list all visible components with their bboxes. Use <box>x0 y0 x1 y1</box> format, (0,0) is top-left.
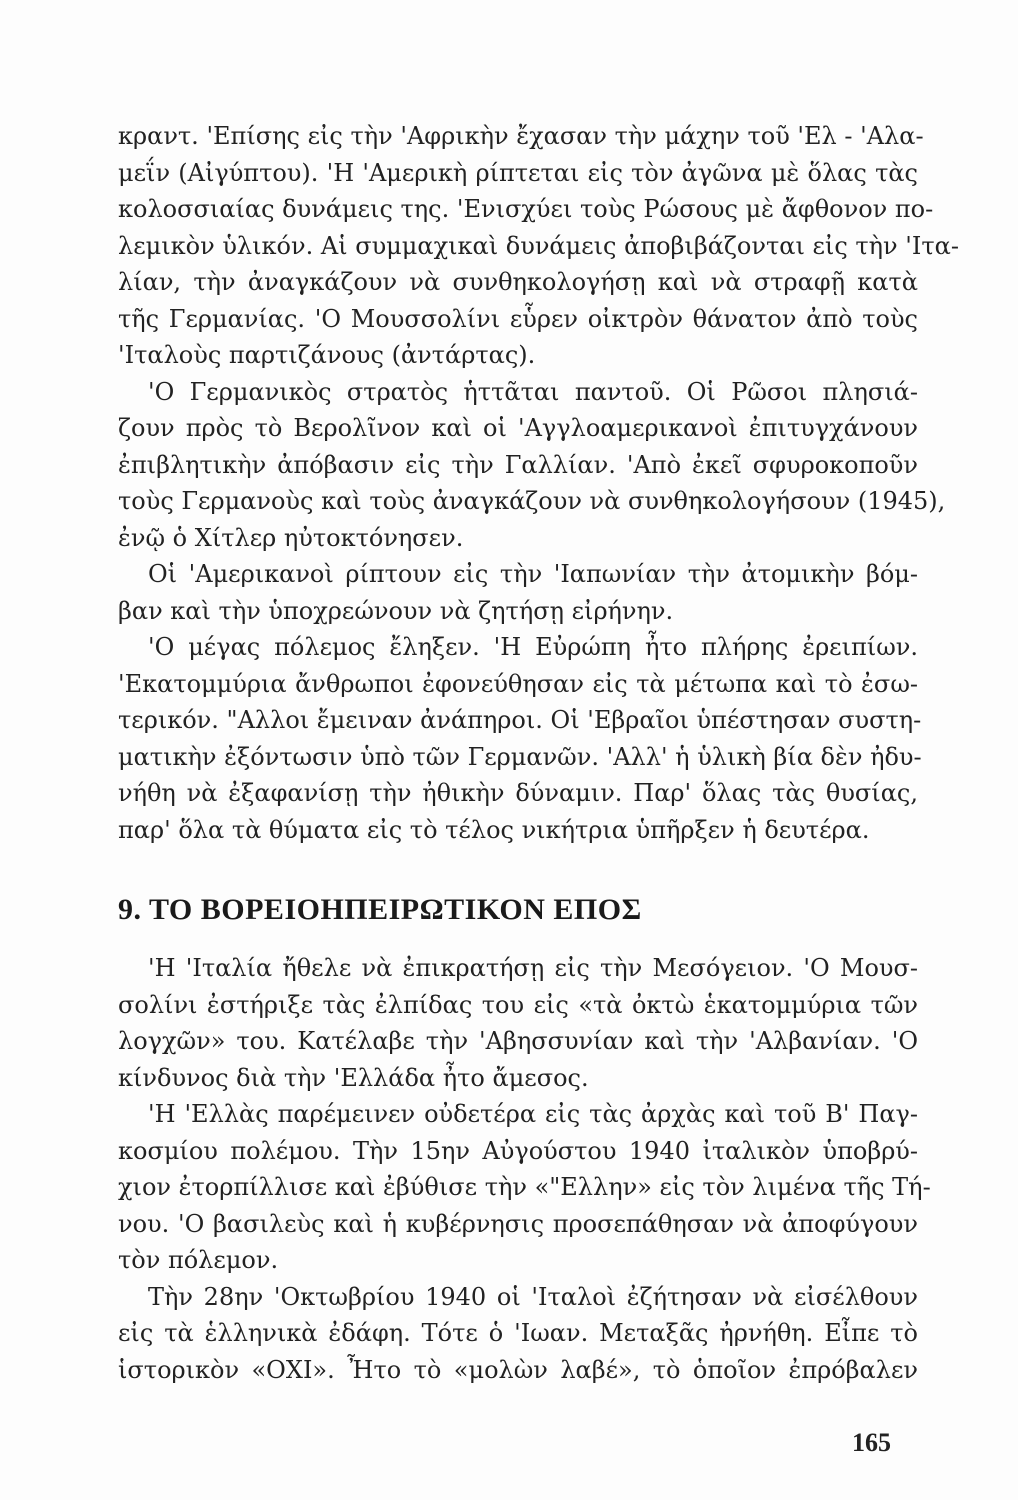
text-line: κίνδυνος διὰ τὴν 'Ελλάδα ἦτο ἄμεσος. <box>118 1063 589 1092</box>
text-line: χιον ἐτορπίλλισε καὶ ἐβύθισε τὴν «"Ελλην» εἰς τὸν λιμένα τῆς Τή- <box>118 1173 931 1201</box>
text-line: Τὴν 28ην 'Οκτωβρίου 1940 οἱ 'Ιταλοὶ ἐζήτησαν νὰ εἰσέλθουν <box>148 1282 918 1311</box>
page-number: 165 <box>852 1428 891 1457</box>
text-line: λογχῶν» του. Κατέλαβε τὴν 'Αβησσυνίαν καὶ τὴν 'Αλβανίαν. 'Ο <box>118 1027 918 1055</box>
text-line: ἐπιβλητικὴν ἀπόβασιν εἰς τὴν Γαλλίαν. 'Απὸ ἐκεῖ σφυροκοποῦν <box>118 450 918 479</box>
text-line: Οἱ 'Αμερικανοὶ ρίπτουν εἰς τὴν 'Ιαπωνίαν τὴν ἀτομικὴν βόμ- <box>148 560 918 588</box>
text-line: 'Εκατομμύρια ἄνθρωποι ἐφονεύθησαν εἰς τὰ μέτωπα καὶ τὸ ἐσω- <box>118 669 918 698</box>
text-line: βαν καὶ τὴν ὑποχρεώνουν νὰ ζητήσῃ εἰρήνην. <box>118 596 674 625</box>
text-line: μεΐν (Αἰγύπτου). 'Η 'Αμερικὴ ρίπτεται εἰς τὸν ἀγῶνα μὲ ὅλας τὰς <box>118 158 918 187</box>
text-line: 'Ο Γερμανικὸς στρατὸς ἡττᾶται παντοῦ. Οἱ Ρῶσοι πλησιά- <box>148 377 918 406</box>
text-line: ματικὴν ἐξόντωσιν ὑπὸ τῶν Γερμανῶν. 'Αλλ' ἡ ὑλικὴ βία δὲν ἠδυ- <box>118 742 922 771</box>
text-line: κοσμίου πολέμου. Τὴν 15ην Αὐγούστου 1940 ἰταλικὸν ὑποβρύ- <box>118 1136 918 1165</box>
text-line: ἐνῷ ὁ Χίτλερ ηὐτοκτόνησεν. <box>118 523 464 552</box>
text-line: λίαν, τὴν ἀναγκάζουν νὰ συνθηκολογήσῃ καὶ νὰ στραφῇ κατὰ <box>118 268 918 296</box>
text-line: εἰς τὰ ἑλληνικὰ ἐδάφη. Τότε ὁ 'Ιωαν. Μεταξᾶς ἠρνήθη. Εἶπε τὸ <box>118 1319 918 1347</box>
text-line: νου. 'Ο βασιλεὺς καὶ ἡ κυβέρνησις προσεπάθησαν νὰ ἀποφύγουν <box>118 1209 918 1238</box>
text-line: νήθη νὰ ἐξαφανίσῃ τὴν ἠθικὴν δύναμιν. Παρ' ὅλας τὰς θυσίας, <box>118 779 918 807</box>
text-line: σολίνι ἐστήριξε τὰς ἐλπίδας του εἰς «τὰ ὀκτὼ ἑκατομμύρια τῶν <box>118 990 918 1019</box>
section-heading: 9. ΤΟ ΒΟΡΕΙΟΗΠΕΙΡΩΤΙΚΟΝ ΕΠΟΣ <box>118 893 642 926</box>
text-line: τοὺς Γερμανοὺς καὶ τοὺς ἀναγκάζουν νὰ συνθηκολογήσουν (1945), <box>118 487 946 515</box>
text-line: ἱστορικὸν «ΟΧΙ». Ἦτο τὸ «μολὼν λαβέ», τὸ ὁποῖον ἐπρόβαλεν <box>118 1355 918 1384</box>
body-text-section-1 <box>118 118 959 848</box>
text-line: 'Η 'Ιταλία ἤθελε νὰ ἐπικρατήσῃ εἰς τὴν Μεσόγειον. 'Ο Μουσ- <box>148 954 918 982</box>
text-line: τὸν πόλεμον. <box>118 1246 279 1274</box>
body-text-section-2 <box>118 950 931 1388</box>
text-line: τῆς Γερμανίας. 'Ο Μουσσολίνι εὗρεν οἰκτρὸν θάνατον ἀπὸ τοὺς <box>118 304 918 333</box>
text-line: λεμικὸν ὑλικόν. Αἱ συμμαχικαὶ δυνάμεις ἀποβιβάζονται εἰς τὴν 'Ιτα- <box>118 231 959 260</box>
text-line: κολοσσιαίας δυνάμεις της. 'Ενισχύει τοὺς Ρώσους μὲ ἄφθονον πο- <box>118 195 934 223</box>
text-line: 'Ιταλοὺς παρτιζάνους (ἀντάρτας). <box>118 341 536 369</box>
text-line: τερικόν. "Αλλοι ἔμειναν ἀνάπηροι. Οἱ 'Εβραῖοι ὑπέστησαν συστη- <box>118 706 922 734</box>
text-line: 'Η 'Ελλὰς παρέμεινεν οὐδετέρα εἰς τὰς ἀρχὰς καὶ τοῦ Β' Παγ- <box>148 1100 918 1128</box>
text-line: 'Ο μέγας πόλεμος ἔληξεν. 'Η Εὐρώπη ἦτο πλήρης ἐρειπίων. <box>148 633 918 661</box>
text-line: παρ' ὅλα τὰ θύματα εἰς τὸ τέλος νικήτρια ὑπῆρξεν ἡ δευτέρα. <box>118 815 870 844</box>
text-line: κραντ. 'Επίσης εἰς τὴν 'Αφρικὴν ἔχασαν τὴν μάχην τοῦ 'Ελ - 'Αλα- <box>118 122 924 150</box>
text-line: ζουν πρὸς τὸ Βερολῖνον καὶ οἱ 'Αγγλοαμερικανοὶ ἐπιτυγχάνουν <box>118 414 918 442</box>
